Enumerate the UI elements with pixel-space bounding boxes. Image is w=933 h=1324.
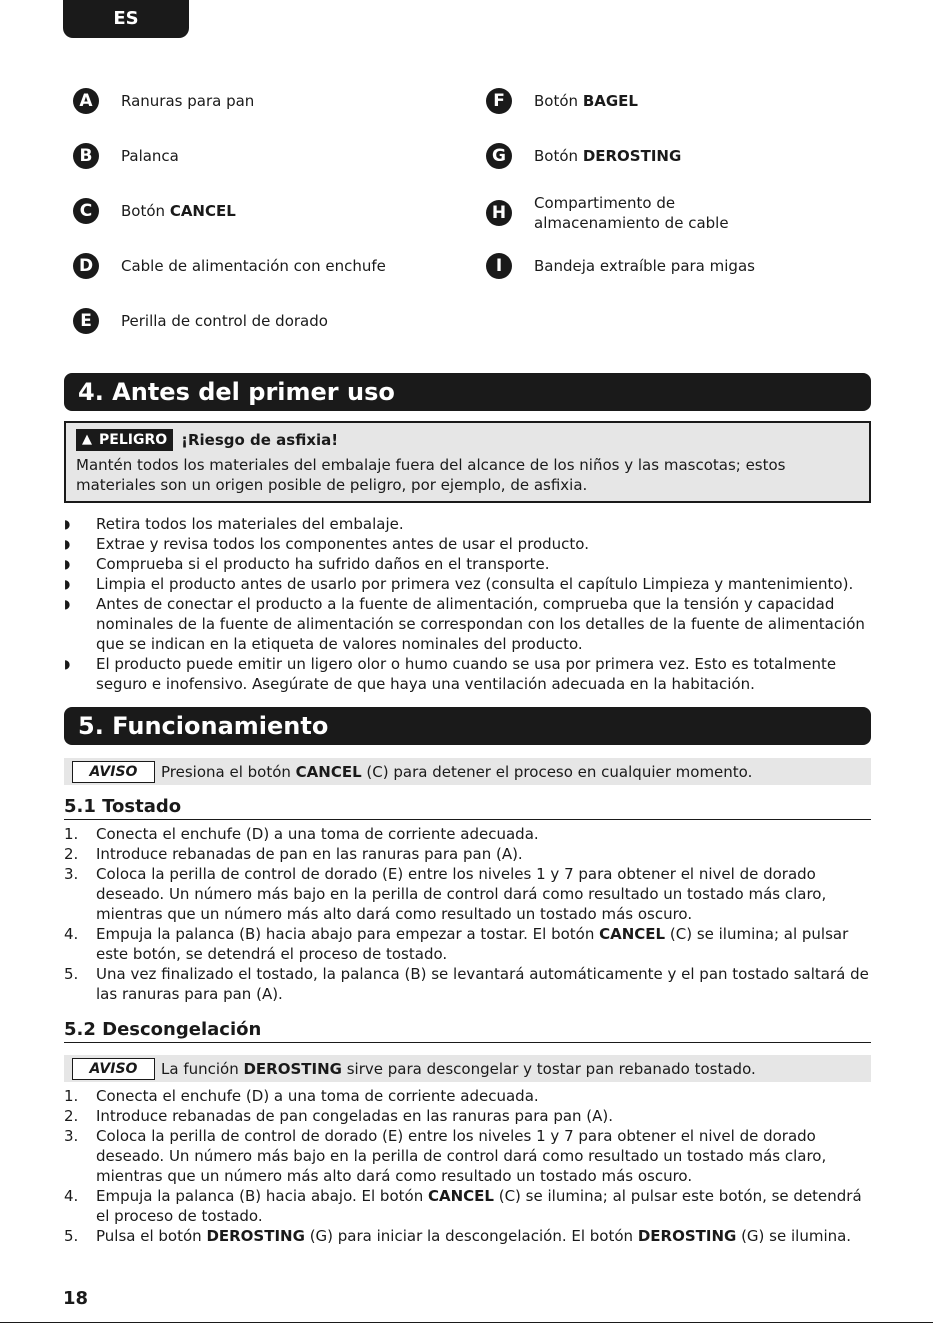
step-text: Una vez finalizado el tostado, la palanca (B) se levantará automáticamente y el pan tostado saltará de las ranuras para pan (A).	[96, 965, 869, 1003]
list-item: ◗ El producto puede emitir un ligero olor o humo cuando se usa por primera vez. Esto es totalmente seguro e inofensivo. Asegúrate de que haya una ventilación adecuada en la habitación.	[64, 655, 837, 693]
danger-badge: ▲ PELIGRO	[76, 429, 173, 451]
part-label: Cable de alimentación con enchufe	[121, 257, 386, 275]
part-label: Perilla de control de dorado	[121, 312, 328, 330]
step-number: 5.	[64, 1227, 79, 1245]
step-text: Coloca la perilla de control de dorado (E) entre los niveles 1 y 7 para obtener el nivel de dorado deseado. Un número más bajo en la perilla de control dará como resultado un tostado más claro, mientras que un número más alto dará como resultado un tostado más oscuro.	[96, 1127, 827, 1185]
step-text: Conecta el enchufe (D) a una toma de corriente adecuada.	[96, 1087, 539, 1105]
step-item	[64, 964, 871, 1004]
step-text: Introduce rebanadas de pan en las ranuras para pan (A).	[96, 845, 523, 863]
notice-label: AVISO	[72, 1058, 155, 1080]
part-item-b	[73, 143, 179, 169]
subsection-heading: 5.2 Descongelación	[64, 1019, 871, 1043]
part-item-i	[486, 253, 755, 279]
step-text: (G) para iniciar la descongelación. El botón	[304, 1227, 638, 1245]
danger-title: ¡Riesgo de asfixia!	[181, 431, 339, 449]
part-item-a	[73, 88, 254, 114]
danger-header	[76, 429, 859, 451]
subsection-heading: 5.1 Tostado	[64, 796, 871, 820]
step-number: 1.	[64, 825, 79, 843]
step-text: Conecta el enchufe (D) a una toma de corriente adecuada.	[96, 825, 539, 843]
section-heading: 5. Funcionamiento	[64, 707, 871, 745]
bullet-icon: ◗	[64, 597, 71, 611]
part-letter-badge: F	[486, 88, 512, 114]
notice-label: AVISO	[72, 761, 155, 783]
part-label: Palanca	[121, 147, 179, 165]
step-text: Empuja la palanca (B) hacia abajo. El botón	[96, 1187, 428, 1205]
step-text: (C) se ilumina; al pulsar este botón, se detendrá el proceso de tostado.	[96, 1187, 862, 1225]
step-item	[64, 924, 871, 964]
step-number: 4.	[64, 1187, 79, 1205]
step-emphasis: CANCEL	[427, 1187, 494, 1205]
page-divider	[0, 1322, 933, 1323]
part-item-h	[486, 193, 796, 233]
part-item-f	[486, 88, 638, 114]
step-item	[64, 864, 871, 924]
step-text: Coloca la perilla de control de dorado (E) entre los niveles 1 y 7 para obtener el nivel de dorado deseado. Un número más bajo en la perilla de control dará como resultado un tostado más claro, mientras que un número más alto dará como resultado un tostado más oscuro.	[96, 865, 827, 923]
step-item	[64, 844, 871, 864]
step-text: Introduce rebanadas de pan congeladas en las ranuras para pan (A).	[96, 1107, 614, 1125]
step-item	[64, 1126, 871, 1186]
list-item: ◗ Limpia el producto antes de usarlo por primera vez (consulta el capítulo Limpieza y mantenimiento).	[64, 575, 854, 593]
notice-text: La función DEROSTING sirve para descongelar y tostar pan rebanado tostado.	[161, 1059, 756, 1078]
step-number: 5.	[64, 965, 79, 983]
step-number: 2.	[64, 1107, 79, 1125]
language-tab: ES	[63, 0, 189, 38]
list-item: ◗ Comprueba si el producto ha sufrido daños en el transporte.	[64, 555, 550, 573]
bullet-icon: ◗	[64, 537, 71, 551]
step-text: Pulsa el botón	[96, 1227, 207, 1245]
part-item-e	[73, 308, 328, 334]
step-item	[64, 1086, 871, 1106]
section-heading: 4. Antes del primer uso	[64, 373, 871, 411]
step-number: 3.	[64, 865, 79, 883]
step-item	[64, 1106, 871, 1126]
part-letter-badge: G	[486, 143, 512, 169]
list-item: ◗ Retira todos los materiales del embalaje.	[64, 515, 404, 533]
bullet-icon: ◗	[64, 557, 71, 571]
part-letter-badge: A	[73, 88, 99, 114]
step-emphasis: DEROSTING	[206, 1227, 305, 1245]
part-letter-badge: I	[486, 253, 512, 279]
part-item-g	[486, 143, 681, 169]
step-text: (G) se ilumina.	[736, 1227, 852, 1245]
part-label: Compartimento de almacenamiento de cable	[534, 194, 729, 232]
bullet-icon: ◗	[64, 517, 71, 531]
part-letter-badge: H	[486, 200, 512, 226]
danger-warning-box	[64, 421, 871, 503]
page-number: 18	[63, 1288, 89, 1309]
list-item: ◗ Extrae y revisa todos los componentes antes de usar el producto.	[64, 535, 589, 553]
notice-box	[64, 1055, 871, 1082]
toasting-steps	[64, 824, 871, 1004]
notice-text: Presiona el botón CANCEL (C) para detener el proceso en cualquier momento.	[161, 762, 753, 781]
bullet-icon: ◗	[64, 657, 71, 671]
step-text: (C) se ilumina; al pulsar este botón, se detendrá el proceso de tostado.	[96, 925, 849, 963]
step-emphasis: CANCEL	[599, 925, 666, 943]
preparation-list	[64, 514, 871, 694]
step-item	[64, 1186, 871, 1226]
part-label: Botón DEROSTING	[534, 147, 682, 165]
warning-triangle-icon: ▲	[82, 432, 92, 447]
bullet-icon: ◗	[64, 577, 71, 591]
step-number: 2.	[64, 845, 79, 863]
part-label: Botón BAGEL	[534, 92, 638, 110]
part-item-d	[73, 253, 386, 279]
list-item: ◗ Antes de conectar el producto a la fuente de alimentación, comprueba que la tensión y capacidad nominales de la fuente de alimentación se correspondan con los detalles de la fuente de alimentación que se indican en la etiqueta de valores nominales del producto.	[64, 595, 865, 653]
part-letter-badge: C	[73, 198, 99, 224]
step-number: 4.	[64, 925, 79, 943]
step-text: Empuja la palanca (B) hacia abajo para empezar a tostar. El botón	[96, 925, 600, 943]
part-label: Ranuras para pan	[121, 92, 255, 110]
step-emphasis: DEROSTING	[637, 1227, 737, 1245]
part-letter-badge: B	[73, 143, 99, 169]
part-letter-badge: E	[73, 308, 99, 334]
part-item-c	[73, 198, 236, 224]
defrosting-steps	[64, 1086, 871, 1246]
step-number: 3.	[64, 1127, 79, 1145]
step-item	[64, 824, 871, 844]
part-letter-badge: D	[73, 253, 99, 279]
step-item	[64, 1226, 871, 1246]
part-label: Bandeja extraíble para migas	[534, 257, 755, 275]
danger-text: Mantén todos los materiales del embalaje fuera del alcance de los niños y las mascotas; estos materiales son un origen posible de peligro, por ejemplo, de asfixia.	[76, 456, 786, 494]
part-label: Botón CANCEL	[121, 202, 236, 220]
notice-box	[64, 758, 871, 785]
step-number: 1.	[64, 1087, 79, 1105]
